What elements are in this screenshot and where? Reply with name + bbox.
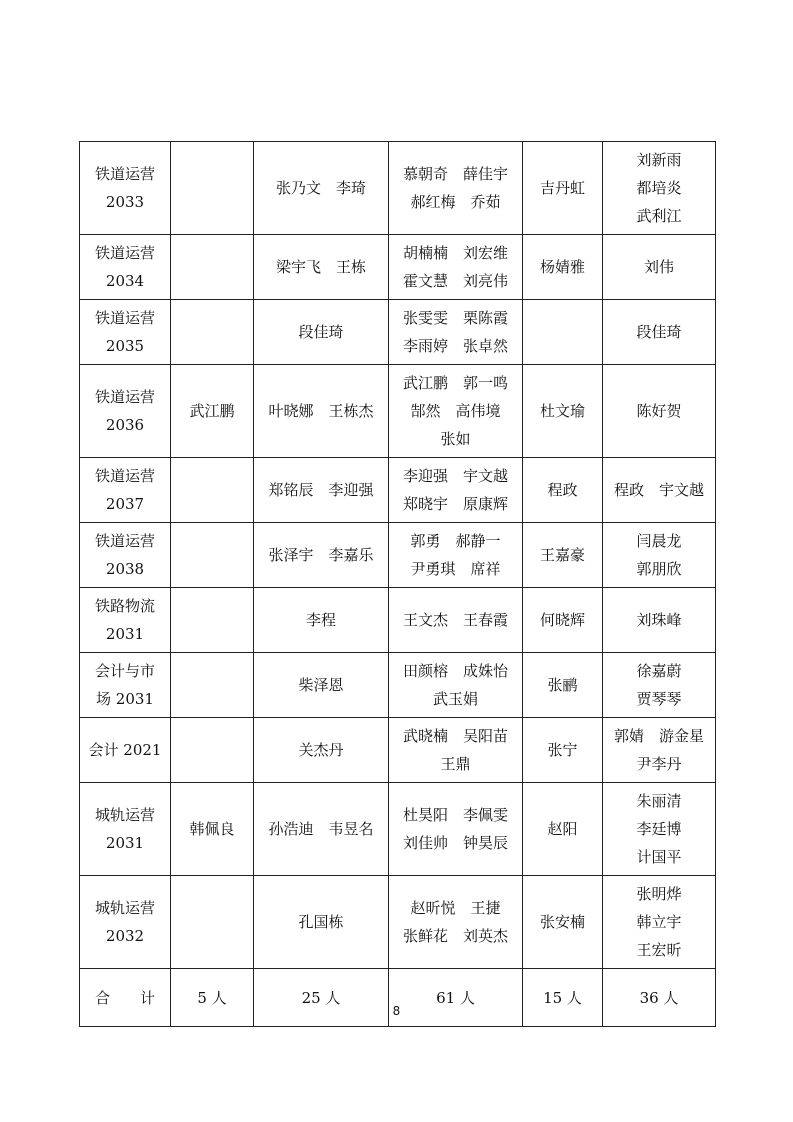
cell-col5 [523,365,603,458]
cell-line: 张雯雯 栗陈霞 [402,309,508,327]
cell-line: 李迎强 宇文越 [402,467,508,485]
cell-line: 张安楠 [539,913,585,931]
cell-col5 [523,458,603,523]
cell-line: 闫晨龙 [636,532,682,550]
cell-col3 [254,458,389,523]
table-row [80,142,716,235]
cell-class-name [80,142,171,235]
cell-line: 程政 宇文越 [613,481,704,499]
cell-col3 [254,653,389,718]
cell-line: 城轨运营 [94,806,155,824]
cell-line: 武晓楠 吴阳苗 [402,727,508,745]
cell-line: 2035 [105,337,145,355]
cell-col2 [171,588,254,653]
cell-line: 计国平 [636,848,682,866]
cell-line: 关杰丹 [298,741,344,759]
cell-line: 刘伟 [643,258,674,276]
cell-col5 [523,142,603,235]
table-row [80,235,716,300]
cell-line: 张如 [440,430,471,448]
cell-line: 孔国栋 [298,913,344,931]
cell-line: 2037 [105,495,145,513]
table-row [80,458,716,523]
cell-class-name [80,523,171,588]
cell-line: 铁道运营 [94,309,155,327]
cell-line: 段佳琦 [298,323,344,341]
cell-col3 [254,783,389,876]
cell-line: 刘珠峰 [636,611,682,629]
cell-line: 杜昊阳 李佩雯 [402,806,508,824]
cell-col6 [603,300,716,365]
total-label: 合 计 [80,969,171,1027]
cell-line: 城轨运营 [94,899,155,917]
cell-class-name [80,718,171,783]
table-row [80,300,716,365]
cell-line: 刘佳帅 钟昊辰 [402,834,508,852]
cell-line: 2038 [105,560,145,578]
cell-class-name [80,458,171,523]
cell-col3 [254,365,389,458]
table-row [80,876,716,969]
cell-col2 [171,235,254,300]
cell-col6 [603,653,716,718]
cell-line: 武利江 [636,207,682,225]
cell-line: 铁道运营 [94,244,155,262]
cell-col4 [389,876,523,969]
cell-line: 吉丹虹 [539,179,585,197]
cell-line: 场 2031 [96,690,154,708]
total-col2: 5 人 [171,969,254,1027]
cell-line: 何晓辉 [539,611,585,629]
cell-line: 李程 [305,611,336,629]
cell-col3 [254,588,389,653]
cell-line: 孙浩迪 韦昱名 [268,820,374,838]
cell-col5 [523,783,603,876]
cell-line: 朱丽清 [636,792,682,810]
cell-line: 韩立宇 [636,913,682,931]
cell-line: 张鹂 [547,676,578,694]
cell-line: 陈好贺 [636,402,682,420]
total-col4: 61 人 [389,969,523,1027]
cell-line: 韩佩良 [189,820,235,838]
cell-col3 [254,876,389,969]
cell-col3 [254,523,389,588]
cell-line: 郭勇 郝静一 [410,532,501,550]
cell-line: 梁宇飞 王栋 [275,258,366,276]
cell-line: 张泽宇 李嘉乐 [268,546,374,564]
cell-line: 都培炎 [636,179,682,197]
cell-line: 郜然 高伟境 [410,402,501,420]
cell-line: 铁道运营 [94,165,155,183]
cell-col2 [171,783,254,876]
cell-col4 [389,300,523,365]
cell-col4 [389,458,523,523]
cell-line: 郭朋欣 [636,560,682,578]
cell-line: 田颜榕 成姝怡 [402,662,508,680]
cell-class-name [80,235,171,300]
cell-col2 [171,876,254,969]
cell-line: 2032 [105,927,145,945]
cell-col6 [603,718,716,783]
cell-col5 [523,718,603,783]
cell-line: 2031 [105,625,145,643]
cell-col5 [523,588,603,653]
cell-line: 2033 [105,193,145,211]
cell-line: 胡楠楠 刘宏维 [402,244,508,262]
cell-col2 [171,142,254,235]
table-body [80,142,716,969]
cell-line: 王文杰 王春霞 [402,611,508,629]
cell-line: 2034 [105,272,145,290]
cell-col4 [389,365,523,458]
cell-col4 [389,718,523,783]
cell-col5 [523,876,603,969]
cell-class-name [80,876,171,969]
cell-col6 [603,588,716,653]
award-table [79,141,716,1027]
cell-line: 霍文慧 刘亮伟 [402,272,508,290]
total-col5: 15 人 [523,969,603,1027]
cell-line: 2031 [105,834,145,852]
table-row [80,588,716,653]
cell-line: 张明烨 [636,885,682,903]
cell-line: 徐嘉蔚 [636,662,682,680]
cell-col2 [171,300,254,365]
cell-line: 程政 [547,481,578,499]
cell-class-name [80,783,171,876]
cell-line: 李雨婷 张卓然 [402,337,508,355]
cell-line: 张鲜花 刘英杰 [402,927,508,945]
cell-line: 张宁 [547,741,578,759]
cell-class-name [80,365,171,458]
cell-col5 [523,523,603,588]
cell-line: 王鼎 [440,755,471,773]
cell-line: 铁道运营 [94,532,155,550]
cell-col6 [603,365,716,458]
cell-class-name [80,653,171,718]
cell-line: 郑铭辰 李迎强 [268,481,374,499]
cell-col2 [171,458,254,523]
cell-line: 武江鹏 郭一鸣 [402,374,508,392]
cell-col2 [171,523,254,588]
cell-col6 [603,142,716,235]
total-col6: 36 人 [603,969,716,1027]
cell-line: 贾琴琴 [636,690,682,708]
table-row [80,718,716,783]
cell-line: 郭婧 游金星 [613,727,704,745]
cell-line: 会计与市 [94,662,155,680]
cell-line: 铁道运营 [94,388,155,406]
cell-col2 [171,718,254,783]
table-row [80,365,716,458]
cell-line: 武玉娟 [432,690,478,708]
total-col3: 25 人 [254,969,389,1027]
cell-line: 王嘉豪 [539,546,585,564]
cell-col4 [389,523,523,588]
cell-col3 [254,142,389,235]
cell-col6 [603,523,716,588]
cell-line: 刘新雨 [636,151,682,169]
cell-line: 杨婧雅 [539,258,585,276]
cell-line: 段佳琦 [636,323,682,341]
cell-col4 [389,783,523,876]
cell-class-name [80,300,171,365]
cell-line: 2036 [105,416,145,434]
cell-col6 [603,458,716,523]
cell-col2 [171,365,254,458]
cell-line: 张乃文 李琦 [275,179,366,197]
cell-col4 [389,142,523,235]
cell-line: 铁道运营 [94,467,155,485]
cell-col5 [523,235,603,300]
cell-line: 郑晓宇 原康辉 [402,495,508,513]
cell-col3 [254,718,389,783]
table-row [80,783,716,876]
cell-line: 郝红梅 乔茹 [410,193,501,211]
table-row [80,653,716,718]
cell-col4 [389,588,523,653]
cell-col6 [603,783,716,876]
cell-col2 [171,653,254,718]
cell-col5 [523,300,603,365]
cell-line: 杜文瑜 [539,402,585,420]
page-number: 8 [392,1004,401,1018]
cell-col4 [389,235,523,300]
cell-line: 叶晓娜 王栋杰 [268,402,374,420]
cell-line: 柴泽恩 [298,676,344,694]
cell-col3 [254,300,389,365]
cell-class-name [80,588,171,653]
cell-line: 铁路物流 [94,597,155,615]
cell-col4 [389,653,523,718]
cell-col6 [603,876,716,969]
cell-line: 王宏昕 [636,941,682,959]
cell-line: 会计 2021 [88,741,162,759]
cell-line: 尹勇琪 席祥 [410,560,501,578]
cell-line: 慕朝奇 薛佳宇 [402,165,508,183]
cell-line: 李廷博 [636,820,682,838]
cell-col6 [603,235,716,300]
cell-line: 武江鹏 [189,402,235,420]
table-row [80,523,716,588]
cell-line: 尹李丹 [636,755,682,773]
cell-line: 赵阳 [547,820,578,838]
cell-line: 赵昕悦 王捷 [410,899,501,917]
cell-col5 [523,653,603,718]
cell-col3 [254,235,389,300]
